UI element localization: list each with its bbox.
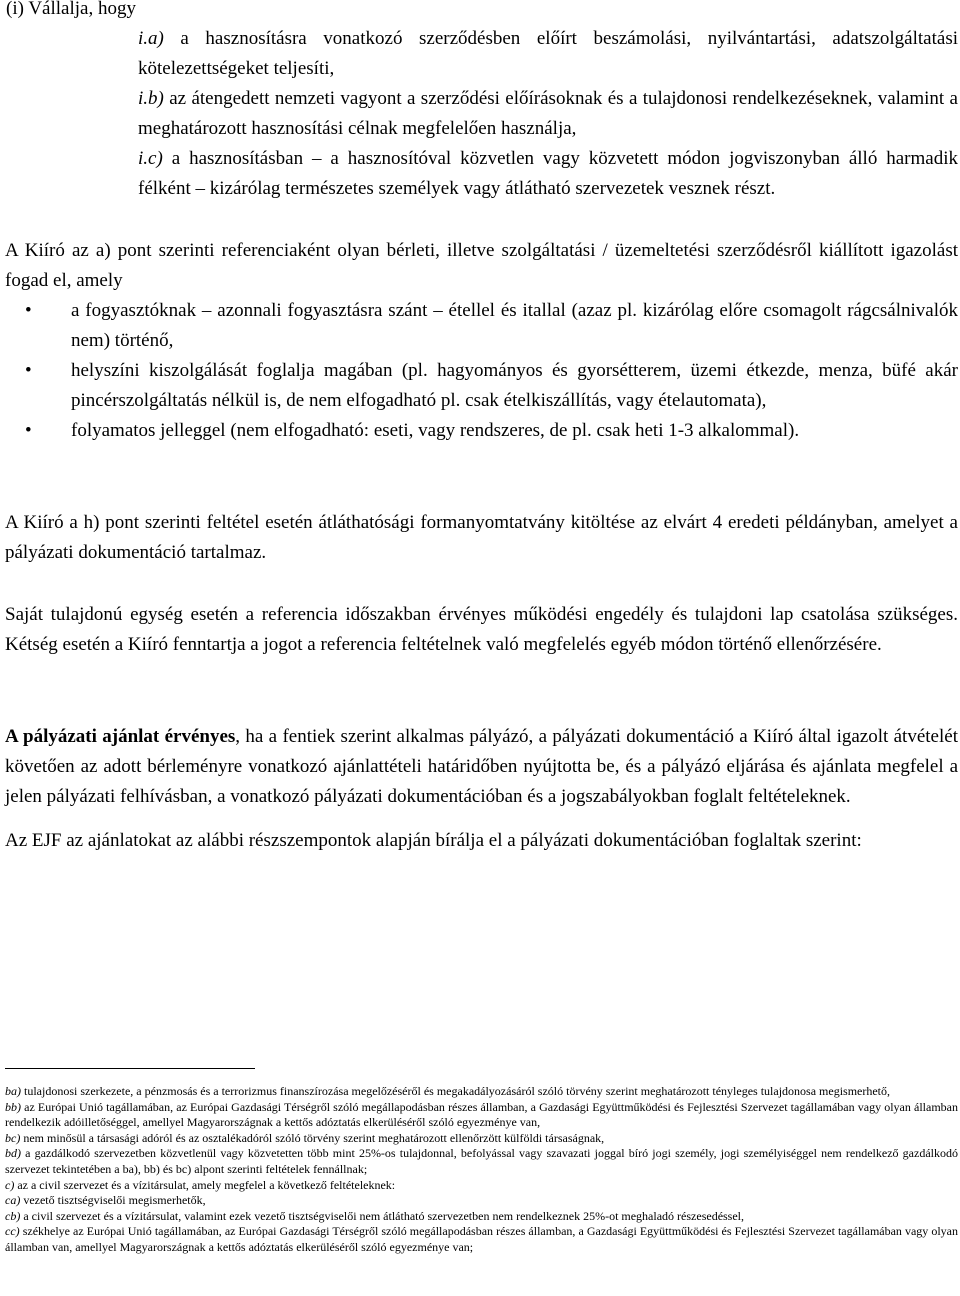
footnote-label: bc) xyxy=(5,1130,21,1145)
footnote-label: ba) xyxy=(5,1084,21,1098)
bullet-dot: • xyxy=(25,300,32,321)
footnote-label: ca) xyxy=(5,1193,21,1208)
footnote-label: cc) xyxy=(5,1224,20,1239)
bullet-item xyxy=(5,296,958,356)
footnote-label: cb) xyxy=(5,1208,21,1223)
footnote-label: bb) xyxy=(5,1099,21,1114)
footnote-text: nem minősül a társasági adóról és az osztalékadóról szóló törvény szerint meghatározott ellenőrzött külföldi társaságnak, xyxy=(20,1130,605,1145)
footnote-text: a civil szervezet és a vízitársulat, valamint ezek vezető tisztségviselői nem átlátható szervezetben nem rendelkeznek 25%-ot meghaladó részesedéssel, xyxy=(20,1208,745,1223)
bullet-text: a fogyasztóknak – azonnali fogyasztásra szánt – étellel és itallal (azaz pl. kizárólag előre csomagolt rágcsálnivalók nem) történő, xyxy=(71,300,958,351)
footnote-text: az a civil szervezet és a vízitársulat, amely megfelel a következő feltételeknek: xyxy=(14,1177,396,1192)
section-heading: (i) Vállalja, hogy xyxy=(6,0,136,19)
item-label: i.b) xyxy=(138,88,164,109)
item-i-c xyxy=(138,144,958,204)
bullet-item xyxy=(5,416,958,446)
item-text: a hasznosításban – a hasznosítóval közvetlen vagy közvetett módon jogviszonyban álló harmadik félként – kizárólag természetes személyek vagy átlátható szervezetek vesznek részt. xyxy=(138,148,958,199)
footnote xyxy=(5,1209,958,1225)
footnote xyxy=(5,1193,958,1209)
paragraph-validity xyxy=(5,722,958,812)
footnote-text: tulajdonosi szerkezete, a pénzmosás és a terrorizmus finanszírozása megelőzéséről és megakadályozásáról szóló törvény szerint meghatározott tényleges tulajdonosa megismerhető, xyxy=(21,1084,891,1098)
item-i-b xyxy=(138,84,958,144)
footnotes xyxy=(5,1084,958,1256)
validity-text: , ha a fentiek szerint alkalmas pályázó, a pályázati dokumentáció a Kiíró által igazolt átvételét követően az adott bérleményre vonatkozó ajánlattételi határidőben nyújtotta be, és a pályázó eljárása és ajánlata megfelel a jelen pályázati felhívásban, a vonatkozó pályázati dokumentációban és a jogszabályokban foglalt feltételeknek. xyxy=(5,726,958,807)
footnote xyxy=(5,1084,958,1100)
item-label: i.c) xyxy=(138,148,163,169)
footnote xyxy=(5,1178,958,1194)
paragraph-own-unit: Saját tulajdonú egység esetén a referencia időszakban érvényes működési engedély és tulajdoni lap csatolása szükséges. Kétség esetén a Kiíró fenntartja a jogot a referencia feltételnek való megfelelés egyéb módon történő ellenőrzésére. xyxy=(5,604,958,655)
footnote xyxy=(5,1224,958,1255)
item-text: a hasznosításra vonatkozó szerződésben előírt beszámolási, nyilvántartási, adatszolgáltatási kötelezettségeket teljesíti, xyxy=(138,28,958,79)
footnote-text: az Európai Unió tagállamában, az Európai Gazdasági Térségről szóló megállapodásban részes államban, a Gazdasági Együttműködési és Fejlesztési Szervezet tagállamában vagy olyan államban rendelkezik adóilletőséggel, amellyel Magyarországnak a kettős adóztatás elkerüléséről szóló egyezménye van, xyxy=(5,1099,958,1130)
bullet-item xyxy=(5,356,958,416)
paragraph-transparency: A Kiíró a h) pont szerinti feltétel esetén átláthatósági formanyomtatvány kitöltése az elvárt 4 eredeti példányban, amelyet a pályázati dokumentáció tartalmaz. xyxy=(5,512,958,563)
footnote-label: bd) xyxy=(5,1146,21,1161)
footnote-text: székhelye az Európai Unió tagállamában, az Európai Gazdasági Térségről szóló megállapodásban részes államban, a Gazdasági Együttműködési és Fejlesztési Szervezet tagállamában vagy olyan államban van, amellyel Magyarországnak a kettős adóztatás elkerüléséről szóló egyezménye van; xyxy=(5,1224,958,1254)
paragraph-evaluation: Az EJF az ajánlatokat az alábbi részszempontok alapján bírálja el a pályázati dokumentációban foglaltak szerint: xyxy=(5,830,862,851)
bullet-text: folyamatos jelleggel (nem elfogadható: eseti, vagy rendszeres, de pl. csak heti 1-3 alkalommal). xyxy=(71,420,800,441)
footnote xyxy=(5,1131,958,1147)
validity-emphasis: A pályázati ajánlat érvényes xyxy=(5,726,236,747)
footnote-text: vezető tisztségviselői megismerhetők, xyxy=(20,1193,206,1208)
item-text: az átengedett nemzeti vagyont a szerződési előírásoknak és a tulajdonosi rendelkezéseknek, valamint a meghatározott hasznosítási célnak megfelelően használja, xyxy=(138,88,958,139)
footnote-label: c) xyxy=(5,1177,15,1192)
footnote xyxy=(5,1146,958,1177)
item-label: i.a) xyxy=(138,28,164,49)
paragraph-reference: A Kiíró az a) pont szerinti referenciaként olyan bérleti, illetve szolgáltatási / üzemeltetési szerződésről kiállított igazolást fogad el, amely xyxy=(5,240,958,291)
footnote xyxy=(5,1100,958,1131)
footnote-text: a gazdálkodó szervezetben közvetlenül vagy közvetetten több mint 25%-os tulajdonnal, befolyással vagy szavazati joggal bíró jogi személy, jogi személyiséggel nem rendelkező gazdálkodó szervezet tekintetében a ba), bb) és bc) alpont szerinti feltételek fennállnak; xyxy=(5,1146,958,1176)
bullet-dot: • xyxy=(25,360,32,381)
item-i-a xyxy=(138,24,958,84)
footnote-separator xyxy=(5,1068,255,1069)
reference-bullet-list xyxy=(5,296,958,446)
bullet-text: helyszíni kiszolgálását foglalja magában (pl. hagyományos és gyorsétterem, üzemi étkezde, menza, büfé akár pincérszolgáltatás nélkül is, de nem elfogadható pl. csak ételkiszállítás, vagy ételautomata), xyxy=(71,360,958,411)
bullet-dot: • xyxy=(25,420,32,441)
